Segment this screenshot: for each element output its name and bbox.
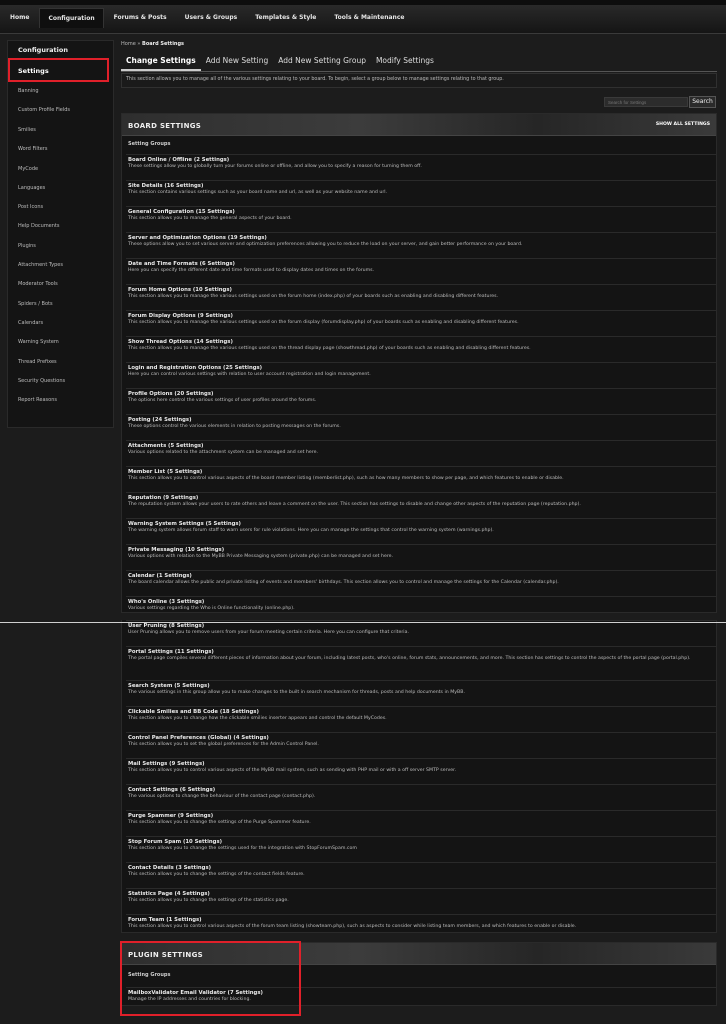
setting-group-description: This section allows you to change the settings used for the integration with StopForumSpam.com — [128, 846, 357, 851]
tab-add-new-setting[interactable]: Add New Setting — [205, 56, 269, 65]
sidebar-item-attachment-types[interactable]: Attachment Types — [18, 262, 63, 268]
setting-group-row[interactable] — [126, 570, 716, 589]
setting-group-title[interactable]: Calendar (1 Settings) — [128, 573, 192, 579]
setting-group-title[interactable]: General Configuration (15 Settings) — [128, 209, 235, 215]
setting-group-row[interactable] — [126, 414, 716, 433]
setting-group-title[interactable]: Mail Settings (9 Settings) — [128, 761, 205, 767]
setting-group-title[interactable]: Contact Settings (6 Settings) — [128, 787, 216, 793]
setting-group-description: Here you can control various settings with relation to user account registration and login management. — [128, 372, 371, 377]
setting-group-row[interactable] — [126, 440, 716, 459]
settings-search-input[interactable] — [604, 97, 688, 107]
setting-group-description: Various settings regarding the Who is Online functionality (online.php). — [128, 606, 295, 611]
setting-group-title[interactable]: Show Thread Options (14 Settings) — [128, 339, 233, 345]
setting-group-row[interactable] — [126, 706, 716, 725]
setting-group-row[interactable] — [126, 232, 716, 251]
setting-group-row[interactable] — [126, 284, 716, 303]
setting-group-row[interactable] — [126, 888, 716, 907]
setting-group-description: Manage the IP addresses and countries for blocking. — [128, 997, 251, 1002]
sidebar-item-thread-prefixes[interactable]: Thread Prefixes — [18, 359, 57, 365]
setting-group-title[interactable]: Who's Online (3 Settings) — [128, 599, 205, 605]
setting-group-title[interactable]: Clickable Smilies and BB Code (18 Settings) — [128, 709, 259, 715]
setting-group-description: The warning system allows forum staff to warn users for rule violations. Here you can manage the settings that control the warning system (warnings.php). — [128, 528, 494, 533]
setting-group-title[interactable]: Forum Display Options (9 Settings) — [128, 313, 233, 319]
sidebar-item-custom-profile-fields[interactable]: Custom Profile Fields — [18, 107, 71, 113]
setting-group-row[interactable] — [126, 862, 716, 881]
board-settings-heading: BOARD SETTINGS — [128, 122, 202, 130]
setting-group-description: Various options with relation to the MyBB Private Messaging system (private.php) can be managed and set here. — [128, 554, 394, 559]
setting-group-title[interactable]: Attachments (5 Settings) — [128, 443, 204, 449]
setting-group-row[interactable] — [126, 492, 716, 511]
setting-group-description: This section allows you to set the global preferences for the Admin Control Panel. — [128, 742, 319, 747]
setting-group-row[interactable] — [126, 180, 716, 199]
board-settings-panel-continued — [121, 620, 717, 933]
tab-add-new-setting-group[interactable]: Add New Setting Group — [278, 56, 366, 65]
setting-group-row[interactable] — [126, 544, 716, 563]
sidebar-item-post-icons[interactable]: Post Icons — [18, 204, 44, 210]
setting-group-description: This section allows you to change the settings of the contact fields feature. — [128, 872, 305, 877]
setting-group-description: These settings allow you to globally turn your forums online or offline, and allow you to specify a reason for turning them off. — [128, 164, 422, 169]
setting-group-description: This section allows you to control various aspects of the forum team listing (showteam.php), such as aspects to consider while listing team members, and which features to enable or disable. — [128, 924, 577, 929]
setting-group-title[interactable]: Portal Settings (11 Settings) — [128, 649, 214, 655]
settings-tabs — [121, 53, 439, 71]
page-divider-line — [0, 622, 726, 623]
setting-group-description: This section allows you to manage the various settings used on the thread display page (showthread.php) of your boards such as enabling and disabling different features. — [128, 346, 531, 351]
sidebar-item-calendars[interactable]: Calendars — [18, 320, 44, 326]
setting-group-description: The portal page compiles several different pieces of information about your forum, including latest posts, who's online, forum stats, announcements, and more. This section has settings to control the aspects of the portal page (portal.php). — [128, 656, 691, 661]
highlight-settings-box — [8, 58, 109, 82]
setting-group-description: This section allows you to change the settings of the statistics page. — [128, 898, 289, 903]
setting-group-description: This section allows you to change how the clickable smilies inserter appears and control the default MyCodes. — [128, 716, 387, 721]
setting-group-row[interactable] — [126, 310, 716, 329]
sidebar — [7, 40, 114, 428]
setting-group-row[interactable] — [126, 466, 716, 485]
tab-change-settings[interactable]: Change Settings — [121, 53, 201, 71]
setting-group-description: This section allows you to manage the general aspects of your board. — [128, 216, 292, 221]
nav-users-groups[interactable]: Users & Groups — [184, 13, 238, 21]
breadcrumb-current: Board Settings — [142, 41, 185, 47]
sidebar-item-help-documents[interactable]: Help Documents — [18, 223, 60, 229]
sidebar-item-report-reasons[interactable]: Report Reasons — [18, 397, 57, 403]
setting-group-row[interactable] — [126, 836, 716, 855]
setting-group-row[interactable] — [126, 154, 716, 173]
setting-group-description: This section allows you to manage the various settings used on the forum home (index.php) of your boards such as enabling and disabling different features. — [128, 294, 499, 299]
setting-group-title[interactable]: Purge Spammer (9 Settings) — [128, 813, 214, 819]
board-settings-panel — [121, 113, 717, 613]
breadcrumb-separator: » — [135, 41, 143, 47]
setting-group-row[interactable] — [126, 732, 716, 751]
top-navigation-bar — [0, 0, 726, 34]
sidebar-item-banning[interactable]: Banning — [18, 88, 39, 94]
highlight-plugin-box — [120, 941, 301, 1016]
setting-group-title[interactable]: Forum Home Options (10 Settings) — [128, 287, 232, 293]
setting-group-title[interactable]: User Pruning (8 Settings) — [128, 623, 205, 629]
setting-group-title[interactable]: Reputation (9 Settings) — [128, 495, 199, 501]
setting-group-description: The board calendar allows the public and private listing of events and members' birthdays. This section allows you to control and manage the settings for the Calendar (calendar.php). — [128, 580, 559, 585]
setting-group-title[interactable]: Stop Forum Spam (10 Settings) — [128, 839, 223, 845]
sidebar-item-languages[interactable]: Languages — [18, 185, 46, 191]
search-button[interactable]: Search — [689, 96, 716, 108]
setting-group-description: This section allows you to control various aspects of the board member listing (memberlist.php), such as how many members to show per page, and which features to enable or disable. — [128, 476, 564, 481]
setting-group-description: The reputation system allows your users to rate others and leave a comment on the user. This section has settings to disable and change other aspects of the reputation page (reputation.php). — [128, 502, 581, 507]
setting-group-title[interactable]: Board Online / Offline (2 Settings) — [128, 157, 230, 163]
setting-group-title[interactable]: Search System (5 Settings) — [128, 683, 210, 689]
tab-underline — [121, 71, 717, 72]
setting-group-description: The various options to change the behaviour of the contact page (contact.php). — [128, 794, 316, 799]
nav-forums-posts[interactable]: Forums & Posts — [113, 13, 167, 21]
setting-group-row[interactable] — [126, 258, 716, 277]
setting-group-description: User Pruning allows you to remove users from your forum meeting certain criteria. Here you can configure that criteria. — [128, 630, 409, 635]
setting-group-row[interactable] — [126, 388, 716, 407]
breadcrumb-home[interactable]: Home — [121, 41, 136, 47]
setting-group-row[interactable] — [126, 596, 716, 615]
setting-group-title[interactable]: Server and Optimization Options (19 Settings) — [128, 235, 267, 241]
sidebar-item-mycode[interactable]: MyCode — [18, 166, 39, 172]
setting-group-row[interactable] — [126, 680, 716, 699]
setting-group-row[interactable] — [126, 336, 716, 355]
setting-group-row[interactable] — [126, 914, 716, 933]
setting-group-description: These options allow you to set various server and optimization preferences allowing you to reduce the load on your server, and gain better performance on your board. — [128, 242, 523, 247]
sidebar-item-smilies[interactable]: Smilies — [18, 127, 36, 133]
breadcrumb — [121, 41, 184, 47]
tab-modify-settings[interactable]: Modify Settings — [375, 56, 434, 65]
sidebar-item-word-filters[interactable]: Word Filters — [18, 146, 48, 152]
setting-group-row[interactable] — [126, 362, 716, 381]
setting-group-title[interactable]: Member List (5 Settings) — [128, 469, 203, 475]
setting-group-description: This section contains various settings such as your board name and url, as well as your website name and url. — [128, 190, 388, 195]
setting-group-title[interactable]: Contact Details (3 Settings) — [128, 865, 212, 871]
setting-group-title[interactable]: Forum Team (1 Settings) — [128, 917, 202, 923]
sidebar-item-warning-system[interactable]: Warning System — [18, 339, 59, 345]
sidebar-item-settings[interactable]: Settings — [18, 67, 49, 75]
setting-group-row[interactable] — [126, 758, 716, 777]
sidebar-title: Configuration — [18, 46, 68, 54]
setting-group-row[interactable] — [126, 810, 716, 829]
setting-group-title[interactable]: Control Panel Preferences (Global) (4 Settings) — [128, 735, 269, 741]
sidebar-item-plugins[interactable]: Plugins — [18, 243, 36, 249]
setting-group-row[interactable] — [126, 784, 716, 803]
setting-group-description: Various options related to the attachment system can be managed and set here. — [128, 450, 318, 455]
show-all-settings-link[interactable]: SHOW ALL SETTINGS — [655, 122, 710, 127]
setting-group-title[interactable]: Site Details (16 Settings) — [128, 183, 204, 189]
setting-group-title[interactable]: Login and Registration Options (25 Settings) — [128, 365, 263, 371]
setting-group-description: This section allows you to control various aspects of the MyBB mail system, such as sending with PHP mail or with a off server SMTP server. — [128, 768, 457, 773]
setting-group-description: The options here control the various settings of user profiles around the forums. — [128, 398, 317, 403]
nav-templates-style[interactable]: Templates & Style — [255, 13, 317, 21]
setting-group-title[interactable]: Posting (24 Settings) — [128, 417, 192, 423]
setting-group-description: The various settings in this group allow you to make changes to the built in search mechanism for threads, posts and help documents in MyBB. — [128, 690, 465, 695]
main-nav — [0, 5, 412, 30]
setting-groups-label: Setting Groups — [128, 141, 171, 147]
setting-group-title[interactable]: Date and Time Formats (6 Settings) — [128, 261, 235, 267]
setting-group-title[interactable]: Profile Options (20 Settings) — [128, 391, 214, 397]
sidebar-item-moderator-tools[interactable]: Moderator Tools — [18, 281, 58, 287]
setting-group-description: This section allows you to change the settings of the Purge Spammer feature. — [128, 820, 311, 825]
page-description: This section allows you to manage all of the various settings relating to your board. To begin, select a group below to manage settings relating to that group. — [121, 73, 717, 88]
nav-home[interactable]: Home — [10, 13, 30, 21]
setting-group-title[interactable]: Private Messaging (10 Settings) — [128, 547, 225, 553]
sidebar-item-spiders-bots[interactable]: Spiders / Bots — [18, 301, 53, 307]
setting-group-title[interactable]: MailboxValidator Email Validator (7 Settings) — [128, 990, 263, 996]
setting-group-title[interactable]: Statistics Page (4 Settings) — [128, 891, 210, 897]
plugin-settings-heading: PLUGIN SETTINGS — [128, 951, 203, 959]
nav-tools-maintenance[interactable]: Tools & Maintenance — [334, 13, 405, 21]
setting-group-description: These options control the various elements in relation to posting messages on the forums. — [128, 424, 341, 429]
setting-group-description: Here you can specify the different date and time formats used to display dates and times on the forums. — [128, 268, 375, 273]
setting-group-description: This section allows you to manage the various settings used on the forum display (forumdisplay.php) of your boards such as enabling and disabling different features. — [128, 320, 519, 325]
sidebar-item-security-questions[interactable]: Security Questions — [18, 378, 66, 384]
setting-group-title[interactable]: Warning System Settings (5 Settings) — [128, 521, 241, 527]
board-settings-header — [122, 114, 716, 136]
setting-group-row[interactable] — [126, 518, 716, 537]
plugin-setting-groups-label: Setting Groups — [128, 972, 171, 978]
setting-group-row[interactable] — [126, 206, 716, 225]
setting-group-row[interactable] — [126, 646, 716, 665]
nav-configuration[interactable]: Configuration — [39, 8, 103, 28]
